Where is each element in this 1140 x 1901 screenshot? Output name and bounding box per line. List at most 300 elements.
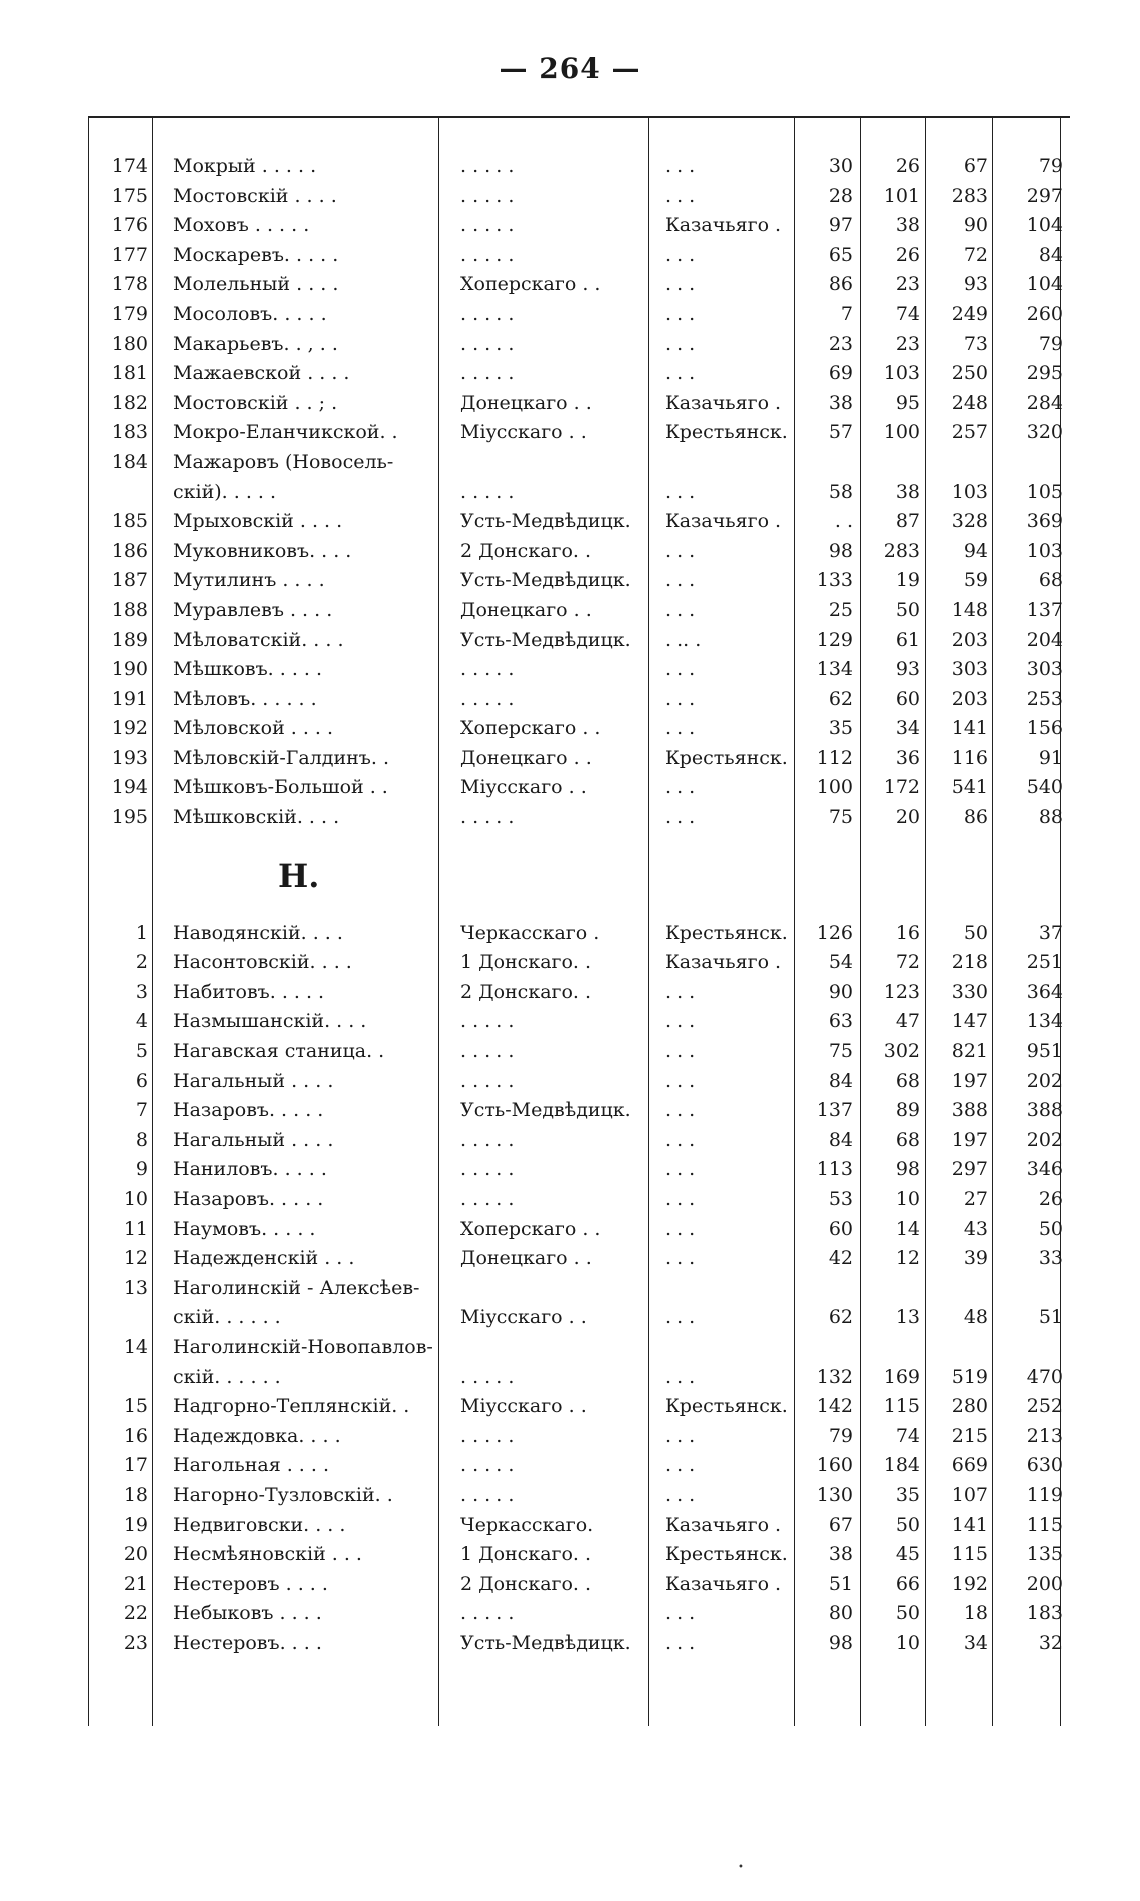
cell-n4: 104: [1026, 273, 1063, 296]
cell-name: Наумовъ. . . . .: [173, 1217, 316, 1240]
cell-no: 180: [111, 332, 148, 355]
cell-n4: 295: [1026, 362, 1063, 385]
cell-okrug: . . . . .: [460, 806, 515, 829]
cell-n2: 23: [895, 273, 920, 296]
cell-n2: 26: [895, 243, 920, 266]
cell-soslovie: . . .: [665, 717, 696, 740]
cell-n2: 10: [895, 1188, 920, 1210]
cell-n1: 100: [816, 776, 853, 799]
table-row: [88, 1333, 1070, 1363]
table-row: [88, 359, 1070, 389]
cell-no: 2: [135, 951, 148, 974]
cell-soslovie: . . .: [665, 598, 696, 621]
cell-soslovie: Крестьянск.: [665, 421, 788, 444]
cell-n3: 27: [963, 1188, 988, 1210]
cell-no: 194: [111, 776, 148, 799]
cell-n1: 80: [828, 1602, 853, 1625]
cell-name: Мосоловъ. . . . .: [173, 302, 327, 325]
cell-n2: 16: [895, 921, 920, 944]
cell-no: 188: [111, 598, 148, 621]
cell-n2: 184: [883, 1454, 920, 1477]
cell-n3: 541: [951, 776, 988, 799]
cell-n2: 68: [895, 1128, 920, 1151]
table-row: [88, 744, 1070, 774]
cell-n4: 84: [1038, 243, 1063, 266]
cell-n4: 105: [1026, 480, 1063, 503]
cell-soslovie: . . .: [665, 1069, 696, 1092]
cell-n3: 257: [951, 421, 988, 444]
cell-name: Нагавская станица. .: [173, 1040, 385, 1063]
cell-n3: 141: [951, 1513, 988, 1536]
cell-okrug: . . . . .: [460, 332, 515, 355]
cell-no: 17: [123, 1454, 148, 1477]
cell-n1: 84: [828, 1069, 853, 1092]
cell-name: Наводянскій. . . .: [173, 921, 343, 944]
cell-n2: 61: [895, 628, 920, 651]
cell-no: 15: [123, 1395, 148, 1418]
cell-soslovie: . . .: [665, 806, 696, 829]
cell-soslovie: . . .: [665, 1247, 696, 1270]
cell-n3: 90: [963, 214, 988, 237]
cell-no: 11: [123, 1217, 148, 1240]
cell-n3: 115: [951, 1543, 988, 1566]
cell-n4: 213: [1026, 1424, 1063, 1447]
cell-n1: 137: [816, 1099, 853, 1122]
cell-okrug: . . . . .: [460, 1069, 515, 1092]
cell-n2: 38: [895, 214, 920, 237]
cell-n3: 93: [963, 273, 988, 296]
cell-name: Небыковъ . . . .: [173, 1602, 322, 1625]
cell-name: Мостовскій . . ; .: [173, 391, 338, 414]
cell-soslovie: Казачьяго .: [665, 1572, 782, 1595]
cell-n3: 519: [951, 1365, 988, 1388]
cell-okrug: 1 Донскаго. .: [460, 951, 592, 974]
cell-n4: 88: [1038, 806, 1063, 829]
table-row: [88, 1481, 1070, 1511]
cell-soslovie: . . .: [665, 273, 696, 296]
cell-n2: 123: [883, 980, 920, 1003]
register-table: [88, 152, 1070, 1659]
table-row: [88, 1451, 1070, 1481]
cell-n4: 33: [1038, 1247, 1063, 1270]
cell-n2: 169: [883, 1365, 920, 1388]
cell-no: 7: [135, 1099, 148, 1122]
cell-n1: 160: [816, 1454, 853, 1477]
table-row: [88, 596, 1070, 626]
cell-n1: 38: [828, 1543, 853, 1566]
cell-n1: 54: [828, 951, 853, 974]
cell-n3: 669: [951, 1454, 988, 1477]
cell-n2: 23: [895, 332, 920, 355]
cell-n1: 62: [828, 687, 853, 710]
cell-name: Набитовъ. . . . .: [173, 980, 325, 1003]
cell-no: 19: [123, 1513, 148, 1536]
cell-n4: 369: [1026, 510, 1063, 533]
cell-n3: 116: [951, 746, 988, 769]
cell-okrug: Усть-Медвѣдицк.: [460, 1631, 631, 1654]
cell-okrug: Донецкаго . .: [460, 1247, 592, 1270]
cell-n1: 98: [828, 1631, 853, 1654]
cell-soslovie: . . .: [665, 1424, 696, 1447]
cell-n4: 951: [1026, 1040, 1063, 1063]
cell-name: Наниловъ. . . . .: [173, 1158, 327, 1181]
cell-soslovie: Крестьянск.: [665, 921, 788, 944]
table-row: [88, 1067, 1070, 1097]
cell-n2: 103: [883, 362, 920, 385]
cell-no: 192: [111, 717, 148, 740]
cell-n4: 103: [1026, 539, 1063, 562]
table-row: [88, 478, 1070, 508]
cell-n1: 42: [828, 1247, 853, 1270]
cell-n4: 135: [1026, 1543, 1063, 1566]
cell-okrug: . . . . .: [460, 1010, 515, 1033]
table-row: [88, 152, 1070, 182]
cell-okrug: 2 Донскаго. .: [460, 539, 592, 562]
cell-no: 16: [123, 1424, 148, 1447]
cell-no: 179: [111, 302, 148, 325]
cell-soslovie: Казачьяго .: [665, 391, 782, 414]
cell-okrug: . . . . .: [460, 1424, 515, 1447]
cell-no: 3: [135, 980, 148, 1003]
cell-n3: 203: [951, 687, 988, 710]
cell-no: 185: [111, 510, 148, 533]
cell-n4: 50: [1038, 1217, 1063, 1240]
cell-n3: 148: [951, 598, 988, 621]
cell-name: Надеждовка. . . .: [173, 1424, 341, 1447]
cell-n4: 119: [1026, 1483, 1063, 1506]
cell-n1: 129: [816, 628, 853, 651]
cell-n3: 39: [963, 1247, 988, 1270]
cell-n1: 69: [828, 362, 853, 385]
cell-okrug: . . . . .: [460, 687, 515, 710]
table-row: [88, 1303, 1070, 1333]
cell-name: Моховъ . . . . .: [173, 214, 310, 237]
table-row: [88, 241, 1070, 271]
cell-okrug: . . . . .: [460, 658, 515, 681]
cell-name: Назмышанскій. . . .: [173, 1010, 367, 1033]
cell-n1: 58: [828, 480, 853, 503]
cell-soslovie: . . .: [665, 658, 696, 681]
table-row: [88, 1007, 1070, 1037]
cell-soslovie: . . .: [665, 776, 696, 799]
cell-n3: 303: [951, 658, 988, 681]
cell-name: Наголинскій-Новопавлов-: [173, 1335, 433, 1358]
cell-no: 191: [111, 687, 148, 710]
cell-soslovie: . . .: [665, 362, 696, 385]
cell-no: 20: [123, 1543, 148, 1566]
cell-n3: 197: [951, 1128, 988, 1151]
cell-okrug: 1 Донскаго. .: [460, 1543, 592, 1566]
cell-n2: 74: [895, 302, 920, 325]
cell-name: Молельный . . . .: [173, 273, 339, 296]
cell-n3: 67: [963, 155, 988, 177]
table-row: [88, 685, 1070, 715]
cell-n3: 141: [951, 717, 988, 740]
table-row: [88, 978, 1070, 1008]
cell-n4: 284: [1026, 391, 1063, 414]
table-row: [88, 1126, 1070, 1156]
table-row: [88, 1570, 1070, 1600]
cell-n4: 79: [1038, 332, 1063, 355]
cell-soslovie: . . .: [665, 302, 696, 325]
cell-n3: 43: [963, 1217, 988, 1240]
cell-soslovie: . . .: [665, 980, 696, 1003]
cell-name: Мѣловской . . . .: [173, 717, 334, 740]
cell-no: 18: [123, 1483, 148, 1506]
cell-name: Мостовскій . . . .: [173, 184, 337, 207]
cell-no: 8: [135, 1128, 148, 1151]
cell-n4: 134: [1026, 1010, 1063, 1033]
cell-n2: 68: [895, 1069, 920, 1092]
cell-n2: 20: [895, 806, 920, 829]
cell-n1: 67: [828, 1513, 853, 1536]
cell-name: скій). . . . .: [173, 480, 277, 503]
cell-n4: 32: [1038, 1631, 1063, 1654]
cell-n4: 252: [1026, 1395, 1063, 1418]
table-row: [88, 1422, 1070, 1452]
cell-n4: 202: [1026, 1128, 1063, 1151]
cell-n2: 93: [895, 658, 920, 681]
cell-no: 175: [111, 184, 148, 207]
cell-name: Мѣловатскій. . . .: [173, 628, 344, 651]
cell-name: Мокрый . . . . .: [173, 155, 317, 177]
cell-n4: 202: [1026, 1069, 1063, 1092]
cell-n4: 115: [1026, 1513, 1063, 1536]
cell-soslovie: . . .: [665, 1365, 696, 1388]
cell-name: Мажаровъ (Новосель-: [173, 450, 394, 473]
cell-name: Муковниковъ. . . .: [173, 539, 352, 562]
cell-no: 10: [123, 1188, 148, 1210]
cell-no: 9: [135, 1158, 148, 1181]
cell-n3: 249: [951, 302, 988, 325]
cell-name: Надежденскій . . .: [173, 1247, 355, 1270]
cell-n4: 320: [1026, 421, 1063, 444]
cell-n2: 50: [895, 1602, 920, 1625]
cell-n3: 73: [963, 332, 988, 355]
cell-soslovie: . . .: [665, 1188, 696, 1210]
cell-n1: 112: [816, 746, 853, 769]
cell-name: Назаровъ. . . . .: [173, 1188, 324, 1210]
cell-n2: 38: [895, 480, 920, 503]
cell-n2: 13: [895, 1306, 920, 1329]
cell-n3: 821: [951, 1040, 988, 1063]
cell-no: 13: [123, 1276, 148, 1299]
table-row: [88, 300, 1070, 330]
cell-n1: 28: [828, 184, 853, 207]
cell-n2: 12: [895, 1247, 920, 1270]
cell-n2: 72: [895, 951, 920, 974]
cell-no: 21: [123, 1572, 148, 1595]
cell-n4: 200: [1026, 1572, 1063, 1595]
cell-soslovie: Казачьяго .: [665, 951, 782, 974]
cell-n2: 36: [895, 746, 920, 769]
table-row: [88, 507, 1070, 537]
cell-no: 23: [123, 1631, 148, 1654]
cell-soslovie: . . .: [665, 1128, 696, 1151]
cell-n4: 204: [1026, 628, 1063, 651]
cell-no: 5: [135, 1040, 148, 1063]
cell-okrug: . . . . .: [460, 362, 515, 385]
cell-name: Назаровъ. . . . .: [173, 1099, 324, 1122]
table-row: [88, 1599, 1070, 1629]
cell-n1: 51: [828, 1572, 853, 1595]
cell-n3: 18: [963, 1602, 988, 1625]
cell-name: Муравлевъ . . . .: [173, 598, 333, 621]
cell-n1: 60: [828, 1217, 853, 1240]
stray-mark: •: [738, 1862, 744, 1873]
cell-name: Нагорно-Тузловскій. .: [173, 1483, 393, 1506]
cell-n4: 297: [1026, 184, 1063, 207]
cell-n4: 156: [1026, 717, 1063, 740]
cell-n3: 103: [951, 480, 988, 503]
cell-n4: 79: [1038, 155, 1063, 177]
table-row: [88, 1540, 1070, 1570]
cell-n2: 101: [883, 184, 920, 207]
cell-n2: 74: [895, 1424, 920, 1447]
cell-name: Надгорно-Теплянскій. .: [173, 1395, 410, 1418]
cell-n2: 50: [895, 1513, 920, 1536]
cell-soslovie: . . .: [665, 569, 696, 592]
cell-name: Мрыховскій . . . .: [173, 510, 343, 533]
cell-n3: 50: [963, 921, 988, 944]
cell-okrug: . . . . .: [460, 243, 515, 266]
cell-n3: 280: [951, 1395, 988, 1418]
cell-n1: 133: [816, 569, 853, 592]
cell-n1: 142: [816, 1395, 853, 1418]
cell-n2: 89: [895, 1099, 920, 1122]
cell-n3: 248: [951, 391, 988, 414]
cell-name: Недвиговски. . . .: [173, 1513, 346, 1536]
cell-soslovie: Казачьяго .: [665, 214, 782, 237]
cell-n2: 35: [895, 1483, 920, 1506]
cell-n2: 95: [895, 391, 920, 414]
cell-n1: 25: [828, 598, 853, 621]
table-row: [88, 1511, 1070, 1541]
cell-okrug: . . . . .: [460, 302, 515, 325]
cell-name: Несмѣяновскій . . .: [173, 1543, 362, 1566]
cell-no: 176: [111, 214, 148, 237]
cell-n4: 37: [1038, 921, 1063, 944]
cell-name: Мѣшковскій. . . .: [173, 806, 340, 829]
cell-name: Нагольная . . . .: [173, 1454, 329, 1477]
table-row: [88, 537, 1070, 567]
cell-n3: 59: [963, 569, 988, 592]
cell-name: Нагальный . . . .: [173, 1128, 334, 1151]
cell-n3: 192: [951, 1572, 988, 1595]
cell-n4: 137: [1026, 598, 1063, 621]
cell-n3: 283: [951, 184, 988, 207]
cell-no: 189: [111, 628, 148, 651]
cell-okrug: . . . . .: [460, 1040, 515, 1063]
cell-n4: 68: [1038, 569, 1063, 592]
cell-no: 1: [135, 921, 148, 944]
table-row: [88, 566, 1070, 596]
cell-name: Мѣшковъ. . . . .: [173, 658, 323, 681]
cell-n3: 250: [951, 362, 988, 385]
cell-n4: 260: [1026, 302, 1063, 325]
cell-no: 174: [111, 155, 148, 177]
cell-okrug: . . . . .: [460, 214, 515, 237]
cell-no: 187: [111, 569, 148, 592]
cell-no: 4: [135, 1010, 148, 1033]
cell-soslovie: . . .: [665, 332, 696, 355]
cell-no: 12: [123, 1247, 148, 1270]
cell-soslovie: . . .: [665, 1631, 696, 1654]
cell-n3: 328: [951, 510, 988, 533]
cell-n2: 26: [895, 155, 920, 177]
table-row: [88, 418, 1070, 448]
table-row: [88, 270, 1070, 300]
section-heading: [88, 833, 1070, 919]
cell-n1: 79: [828, 1424, 853, 1447]
cell-n4: 540: [1026, 776, 1063, 799]
cell-n1: 38: [828, 391, 853, 414]
cell-n2: 87: [895, 510, 920, 533]
cell-name: Наголинскій - Алексѣев-: [173, 1276, 420, 1299]
cell-n1: 126: [816, 921, 853, 944]
cell-n4: 26: [1038, 1188, 1063, 1210]
cell-n3: 48: [963, 1306, 988, 1329]
table-row: [88, 1274, 1070, 1304]
cell-no: 184: [111, 450, 148, 473]
cell-okrug: Хоперскаго . .: [460, 1217, 601, 1240]
cell-n1: 134: [816, 658, 853, 681]
cell-n4: 388: [1026, 1099, 1063, 1122]
cell-no: 193: [111, 746, 148, 769]
cell-no: 183: [111, 421, 148, 444]
table-row: [88, 655, 1070, 685]
cell-soslovie: . . .: [665, 1602, 696, 1625]
cell-no: 6: [135, 1069, 148, 1092]
cell-n1: 30: [828, 155, 853, 177]
cell-n1: 65: [828, 243, 853, 266]
cell-soslovie: . . .: [665, 1454, 696, 1477]
cell-n3: 388: [951, 1099, 988, 1122]
cell-okrug: . . . . .: [460, 1454, 515, 1477]
cell-soslovie: . . .: [665, 155, 696, 177]
cell-n4: 251: [1026, 951, 1063, 974]
cell-soslovie: . . .: [665, 1483, 696, 1506]
cell-name: Насонтовскій. . . .: [173, 951, 352, 974]
cell-n2: 100: [883, 421, 920, 444]
cell-okrug: 2 Донскаго. .: [460, 1572, 592, 1595]
cell-n4: 104: [1026, 214, 1063, 237]
cell-n2: 50: [895, 598, 920, 621]
table-row: [88, 803, 1070, 833]
cell-name: скій. . . . . .: [173, 1306, 281, 1329]
cell-okrug: . . . . .: [460, 1188, 515, 1210]
cell-n1: 62: [828, 1306, 853, 1329]
cell-soslovie: . .. .: [665, 628, 702, 651]
cell-soslovie: Казачьяго .: [665, 510, 782, 533]
cell-name: Мѣловъ. . . . . .: [173, 687, 317, 710]
cell-okrug: Донецкаго . .: [460, 746, 592, 769]
cell-n3: 197: [951, 1069, 988, 1092]
cell-n3: 86: [963, 806, 988, 829]
cell-soslovie: . . .: [665, 184, 696, 207]
page-number: — 264 —: [499, 52, 641, 85]
cell-soslovie: . . .: [665, 1306, 696, 1329]
cell-no: 178: [111, 273, 148, 296]
cell-n1: 75: [828, 1040, 853, 1063]
cell-n3: 72: [963, 243, 988, 266]
cell-n3: 94: [963, 539, 988, 562]
cell-name: Мокро-Еланчикской. .: [173, 421, 398, 444]
cell-no: 22: [123, 1602, 148, 1625]
cell-n3: 147: [951, 1010, 988, 1033]
cell-okrug: Усть-Медвѣдицк.: [460, 628, 631, 651]
table-row: [88, 182, 1070, 212]
